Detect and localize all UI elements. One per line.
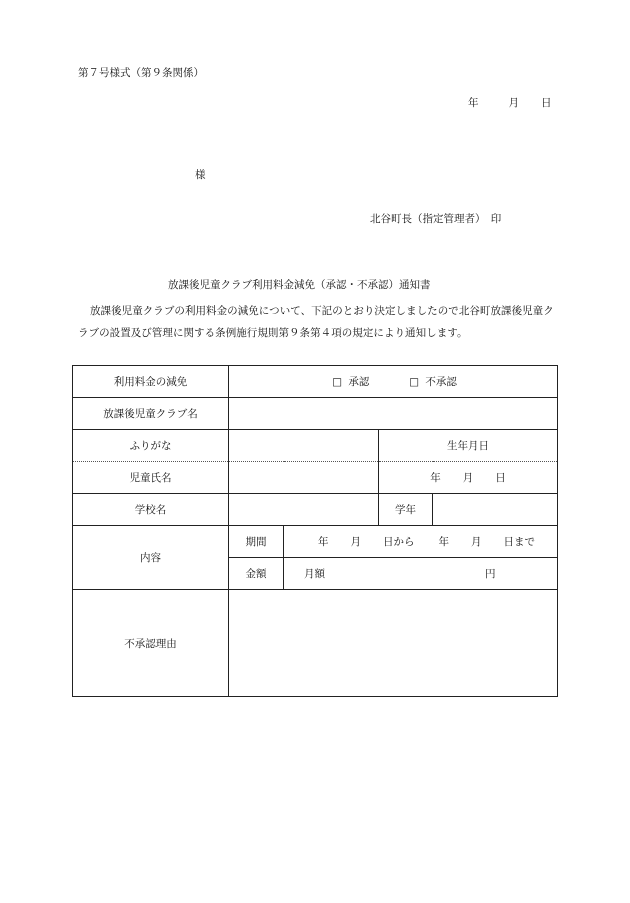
reason-value[interactable] [229, 590, 558, 697]
row-content-period [73, 526, 558, 558]
grade-label: 学年 [379, 494, 433, 526]
notice-form-table [72, 365, 558, 697]
reason-label: 不承認理由 [73, 590, 229, 697]
row-reduction [73, 366, 558, 398]
club-value[interactable] [229, 398, 558, 430]
birth-label: 生年月日 [379, 430, 558, 462]
period-to-year: 年 [438, 536, 449, 548]
amount-label: 金額 [229, 558, 284, 590]
birth-year: 年 [430, 472, 441, 484]
birth-date-value[interactable] [379, 462, 558, 494]
period-label: 期間 [229, 526, 284, 558]
date-month: 月 [508, 97, 519, 109]
furigana-value[interactable] [229, 430, 379, 462]
club-label: 放課後児童クラブ名 [73, 398, 229, 430]
school-label: 学校名 [73, 494, 229, 526]
reject-label: 不承認 [425, 376, 457, 388]
school-value[interactable] [229, 494, 379, 526]
date-line [468, 95, 552, 110]
reduction-options [229, 366, 558, 398]
period-from-year: 年 [318, 536, 329, 548]
addressee-suffix: 様 [195, 169, 206, 181]
content-label: 内容 [73, 526, 229, 590]
monthly-label: 月額 [304, 568, 325, 580]
period-from-month: 月 [350, 536, 361, 548]
issuer: 北谷町長（指定管理者） 印 [370, 213, 502, 225]
grade-value[interactable] [433, 494, 558, 526]
amount-value[interactable] [284, 558, 558, 590]
birth-day: 日 [495, 472, 506, 484]
period-to-day: 日まで [503, 536, 535, 548]
body-text: 放課後児童クラブの利用料金の減免について、下記のとおり決定しましたので北谷町放課後児童クラブの設置及び管理に関する条例施行規則第９条第４項の規定により通知します。 [78, 305, 554, 339]
approve-label: 承認 [348, 376, 370, 388]
row-club [73, 398, 558, 430]
row-child [73, 462, 558, 494]
form-number: 第７号様式（第９条関係） [78, 67, 204, 79]
row-reason [73, 590, 558, 697]
period-from-day: 日から [383, 536, 415, 548]
child-name-value[interactable] [229, 462, 379, 494]
period-to-month: 月 [471, 536, 482, 548]
date-day: 日 [541, 97, 552, 109]
period-value[interactable] [284, 526, 558, 558]
date-year: 年 [468, 97, 479, 109]
child-label: 児童氏名 [73, 462, 229, 494]
document-title: 放課後児童クラブ利用料金減免（承認・不承認）通知書 [168, 279, 431, 291]
row-school [73, 494, 558, 526]
reject-checkbox[interactable]: □ [409, 376, 420, 388]
row-furigana [73, 430, 558, 462]
reduction-label: 利用料金の減免 [73, 366, 229, 398]
approve-checkbox[interactable]: □ [332, 376, 343, 388]
birth-month: 月 [462, 472, 474, 484]
furigana-label: ふりがな [73, 430, 229, 462]
yen-label: 円 [485, 568, 496, 580]
